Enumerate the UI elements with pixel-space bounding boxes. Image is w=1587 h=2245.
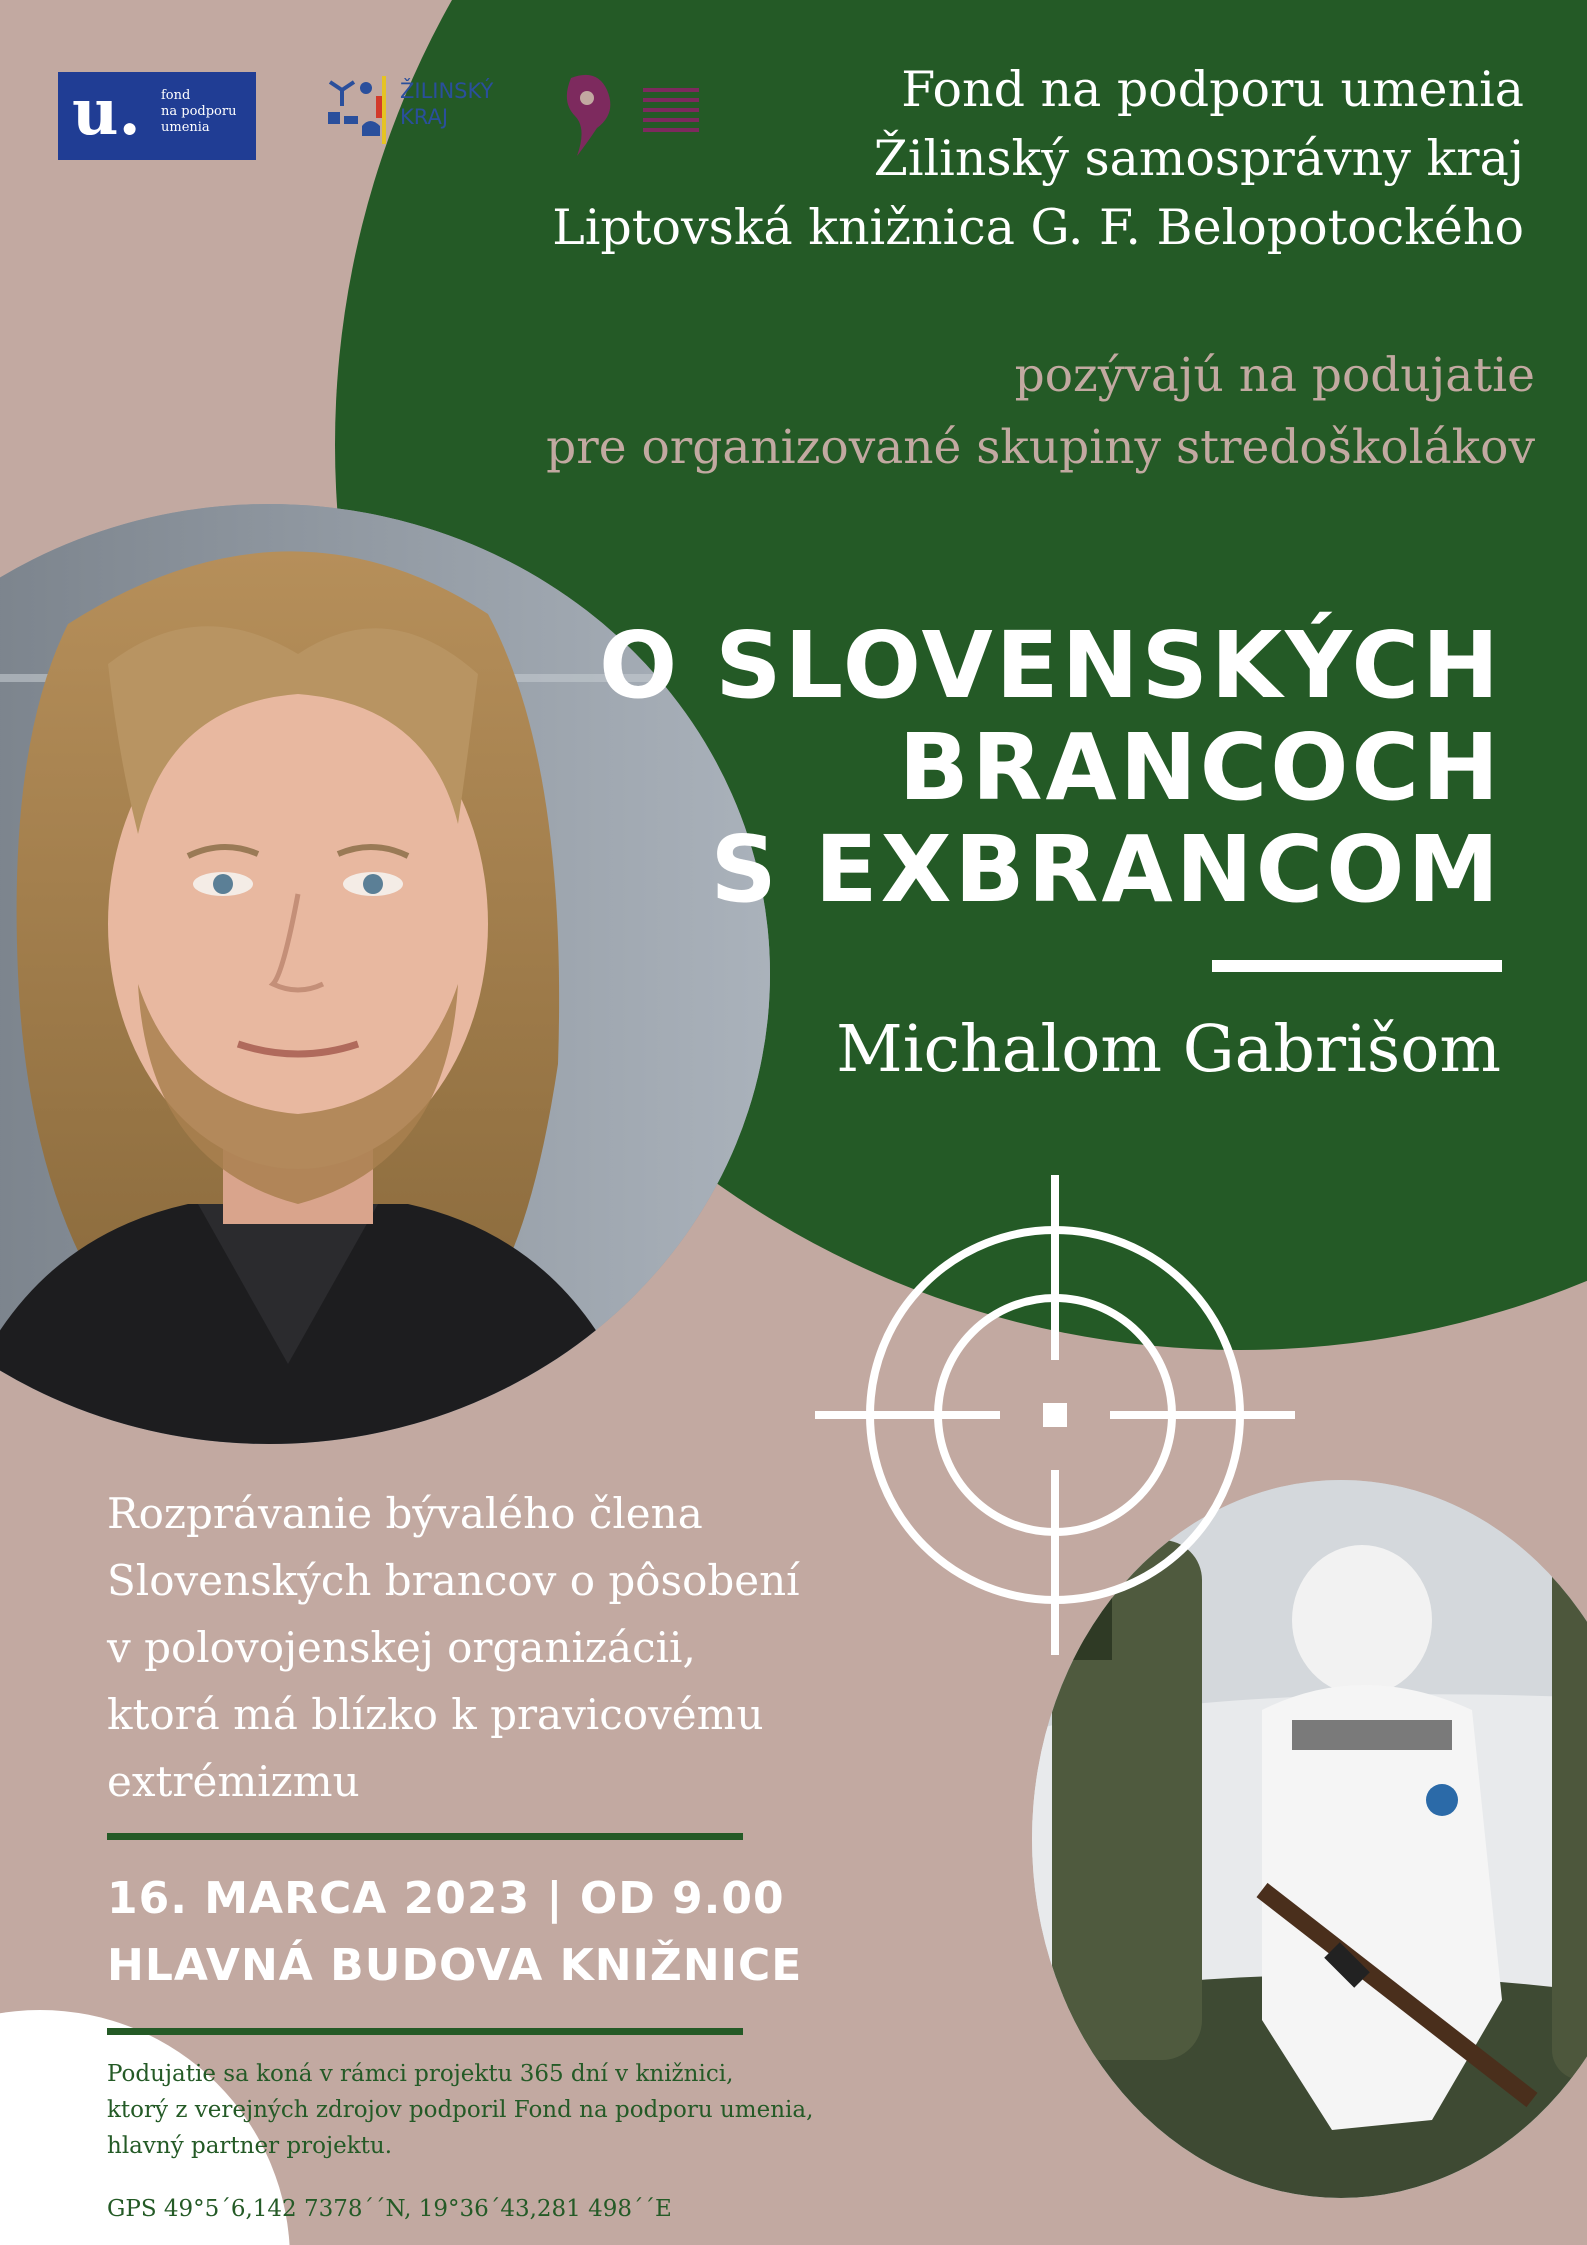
organizer-zsk: Žilinský samosprávny kraj [873, 130, 1524, 187]
guest-name: Michalom Gabrišom [836, 1012, 1501, 1087]
description-line-4: ktorá má blízko k pravicovému [107, 1690, 764, 1739]
fpu-logo-mark: u. [72, 75, 141, 150]
invitation-line-1: pozývajú na podujatie [1014, 348, 1535, 403]
fpu-logo-text-3: umenia [161, 120, 210, 135]
footnote-line-1: Podujatie sa koná v rámci projektu 365 dní v knižnici, [107, 2061, 734, 2087]
description-line-5: extrémizmu [107, 1757, 360, 1806]
event-title [598, 612, 1502, 923]
event-venue: HLAVNÁ BUDOVA KNIŽNICE [107, 1940, 803, 1991]
footnote-line-2: ktorý z verejných zdrojov podporil Fond na podporu umenia, [107, 2097, 814, 2123]
divider-top [107, 1833, 743, 1840]
gps-coordinates: GPS 49°5´6,142 7378´´N, 19°36´43,281 498´´E [107, 2196, 672, 2222]
description-line-2: Slovenských brancov o pôsobení [107, 1556, 800, 1605]
fpu-logo [58, 72, 256, 160]
zsk-logo [322, 70, 494, 150]
organizer-fpu: Fond na podporu umenia [901, 61, 1524, 118]
fpu-logo-text-2: na podporu [161, 104, 237, 119]
title-line-3: S EXBRANCOM [710, 816, 1502, 923]
title-line-1: O SLOVENSKÝCH [598, 612, 1502, 719]
organizer-library: Liptovská knižnica G. F. Belopotockého [552, 199, 1524, 256]
zsk-logo-text-2: KRAJ [400, 105, 449, 129]
invitation-block [546, 340, 1535, 484]
fpu-logo-text-1: fond [161, 88, 191, 103]
title-line-2: BRANCOCH [898, 714, 1502, 821]
event-date-time: 16. MARCA 2023 | OD 9.00 [107, 1873, 785, 1924]
description-line-1: Rozprávanie bývalého člena [107, 1489, 703, 1538]
footnote-line-3: hlavný partner projektu. [107, 2133, 393, 2159]
crosshair-icon [815, 1175, 1295, 1655]
description-line-3: v polovojenskej organizácii, [107, 1623, 696, 1672]
organizers-block [552, 55, 1524, 262]
project-footnote [107, 2056, 813, 2164]
zsk-logo-text-1: ŽILINSKÝ [400, 79, 494, 103]
invitation-line-2: pre organizované skupiny stredoškolákov [546, 420, 1535, 475]
event-description [107, 1480, 867, 1815]
zsk-coat-of-arms-icon [322, 76, 390, 144]
divider-bottom [107, 2028, 743, 2035]
title-divider [1212, 960, 1502, 972]
